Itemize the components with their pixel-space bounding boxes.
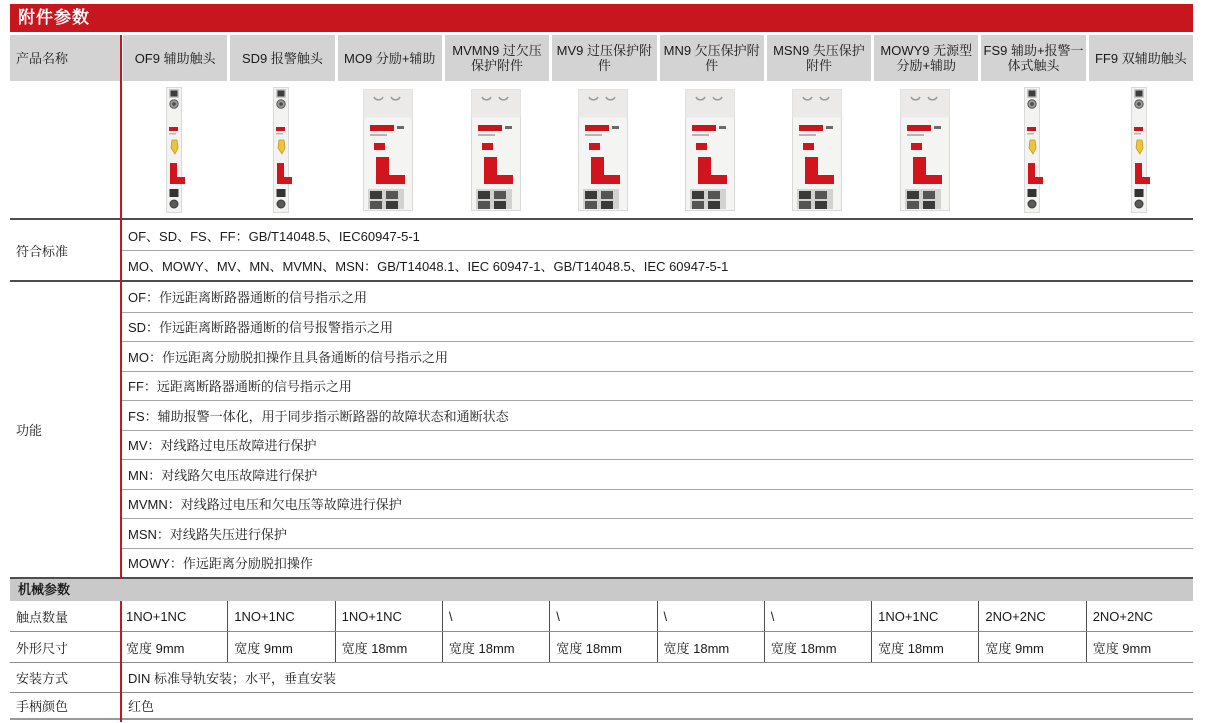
- column-header-mn9: MN9 欠压保护附件: [657, 35, 764, 81]
- product-image-mo9: [361, 89, 415, 211]
- contacts-value: 2NO+2NC: [978, 601, 1085, 631]
- contacts-value: 2NO+2NC: [1086, 601, 1193, 631]
- handle-color-row-label: 手柄颜色: [16, 699, 69, 714]
- standards-line: OF、SD、FS、FF：GB/T14048.5、IEC60947-5-1: [128, 228, 420, 244]
- contacts-value: \: [764, 601, 871, 631]
- functions-label: 功能: [16, 423, 43, 438]
- dimensions-row-label: 外形尺寸: [16, 640, 69, 656]
- product-image-sd9: [269, 87, 293, 213]
- column-header-sd9: SD9 报警触头: [227, 35, 334, 81]
- spec-sheet: [10, 4, 1193, 720]
- product-image-mv9: [576, 89, 630, 211]
- contacts-value: 1NO+1NC: [335, 601, 442, 631]
- dimension-value: 宽度 18mm: [335, 632, 442, 662]
- standards-line: MO、MOWY、MV、MN、MVMN、MSN：GB/T14048.1、IEC 60947-1、GB/T14048.5、IEC 60947-5-1: [120, 250, 1193, 280]
- mounting-row-label: 安装方式: [16, 671, 69, 686]
- dimensions-row: [10, 632, 1193, 663]
- handle-color-row: [10, 693, 1193, 720]
- product-image-mn9: [683, 89, 737, 211]
- product-image-ff9: [1127, 87, 1151, 213]
- dimension-value: 宽度 9mm: [1086, 632, 1193, 662]
- column-header-mvmn9: MVMN9 过欠压保护附件: [442, 35, 549, 81]
- handle-color-value: 红色: [128, 699, 155, 714]
- column-header-msn9: MSN9 失压保护附件: [764, 35, 871, 81]
- contacts-value: \: [657, 601, 764, 631]
- function-line: OF：作远距离断路器通断的信号指示之用: [128, 290, 368, 306]
- product-image-msn9: [790, 89, 844, 211]
- mounting-value: DIN 标准导轨安装；水平，垂直安装: [128, 671, 337, 686]
- contacts-value: 1NO+1NC: [126, 608, 187, 624]
- column-header-mv9: MV9 过压保护附件: [549, 35, 656, 81]
- dimension-value: 宽度 18mm: [442, 632, 549, 662]
- dimension-value: 宽度 18mm: [657, 632, 764, 662]
- function-line: MV：对线路过电压故障进行保护: [120, 430, 1193, 460]
- product-image-fs9: [1020, 87, 1044, 213]
- function-line: MO：作远距离分励脱扣操作且具备通断的信号指示之用: [120, 341, 1193, 371]
- product-image-mvmn9: [469, 89, 523, 211]
- column-header-mo9: MO9 分励+辅助: [335, 35, 442, 81]
- column-header-fs9: FS9 辅助+报警一体式触头: [978, 35, 1085, 81]
- dimension-value: 宽度 18mm: [764, 632, 871, 662]
- column-header-ff9: FF9 双辅助触头: [1086, 35, 1193, 81]
- column-header-of9: OF9 辅助触头: [120, 35, 227, 81]
- contacts-value: 1NO+1NC: [227, 601, 334, 631]
- product-image-mowy9: [898, 89, 952, 211]
- contacts-value: 1NO+1NC: [871, 601, 978, 631]
- column-header-row: [10, 35, 1193, 81]
- corner-header-product-name: 产品名称: [10, 35, 120, 81]
- function-line: MVMN：对线路过电压和欠电压等故障进行保护: [120, 489, 1193, 519]
- column-header-mowy9: MOWY9 无源型分励+辅助: [871, 35, 978, 81]
- dimension-value: 宽度 9mm: [126, 640, 185, 656]
- standards-section: [10, 218, 1193, 282]
- red-column-divider: [120, 35, 122, 722]
- page-title: 附件参数: [10, 4, 1193, 32]
- dimension-value: 宽度 18mm: [549, 632, 656, 662]
- mechanical-section-header: 机械参数: [10, 579, 1193, 601]
- contacts-value: \: [442, 601, 549, 631]
- function-line: FF：远距离断路器通断的信号指示之用: [120, 371, 1193, 401]
- dimension-value: 宽度 9mm: [227, 632, 334, 662]
- standards-label: 符合标准: [16, 243, 69, 259]
- function-line: FS：辅助报警一体化，用于同步指示断路器的故障状态和通断状态: [120, 400, 1193, 430]
- function-line: MN：对线路欠电压故障进行保护: [120, 459, 1193, 489]
- functions-section: [10, 282, 1193, 579]
- function-line: SD：作远距离断路器通断的信号报警指示之用: [120, 312, 1193, 342]
- product-image-row: [10, 81, 1193, 218]
- contacts-value: \: [549, 601, 656, 631]
- contacts-row: [10, 601, 1193, 632]
- function-line: MSN：对线路失压进行保护: [120, 518, 1193, 548]
- product-image-of9: [162, 87, 186, 213]
- contacts-row-label: 触点数量: [16, 609, 69, 625]
- function-line: MOWY：作远距离分励脱扣操作: [120, 548, 1193, 578]
- dimension-value: 宽度 9mm: [978, 632, 1085, 662]
- dimension-value: 宽度 18mm: [871, 632, 978, 662]
- mounting-row: [10, 663, 1193, 693]
